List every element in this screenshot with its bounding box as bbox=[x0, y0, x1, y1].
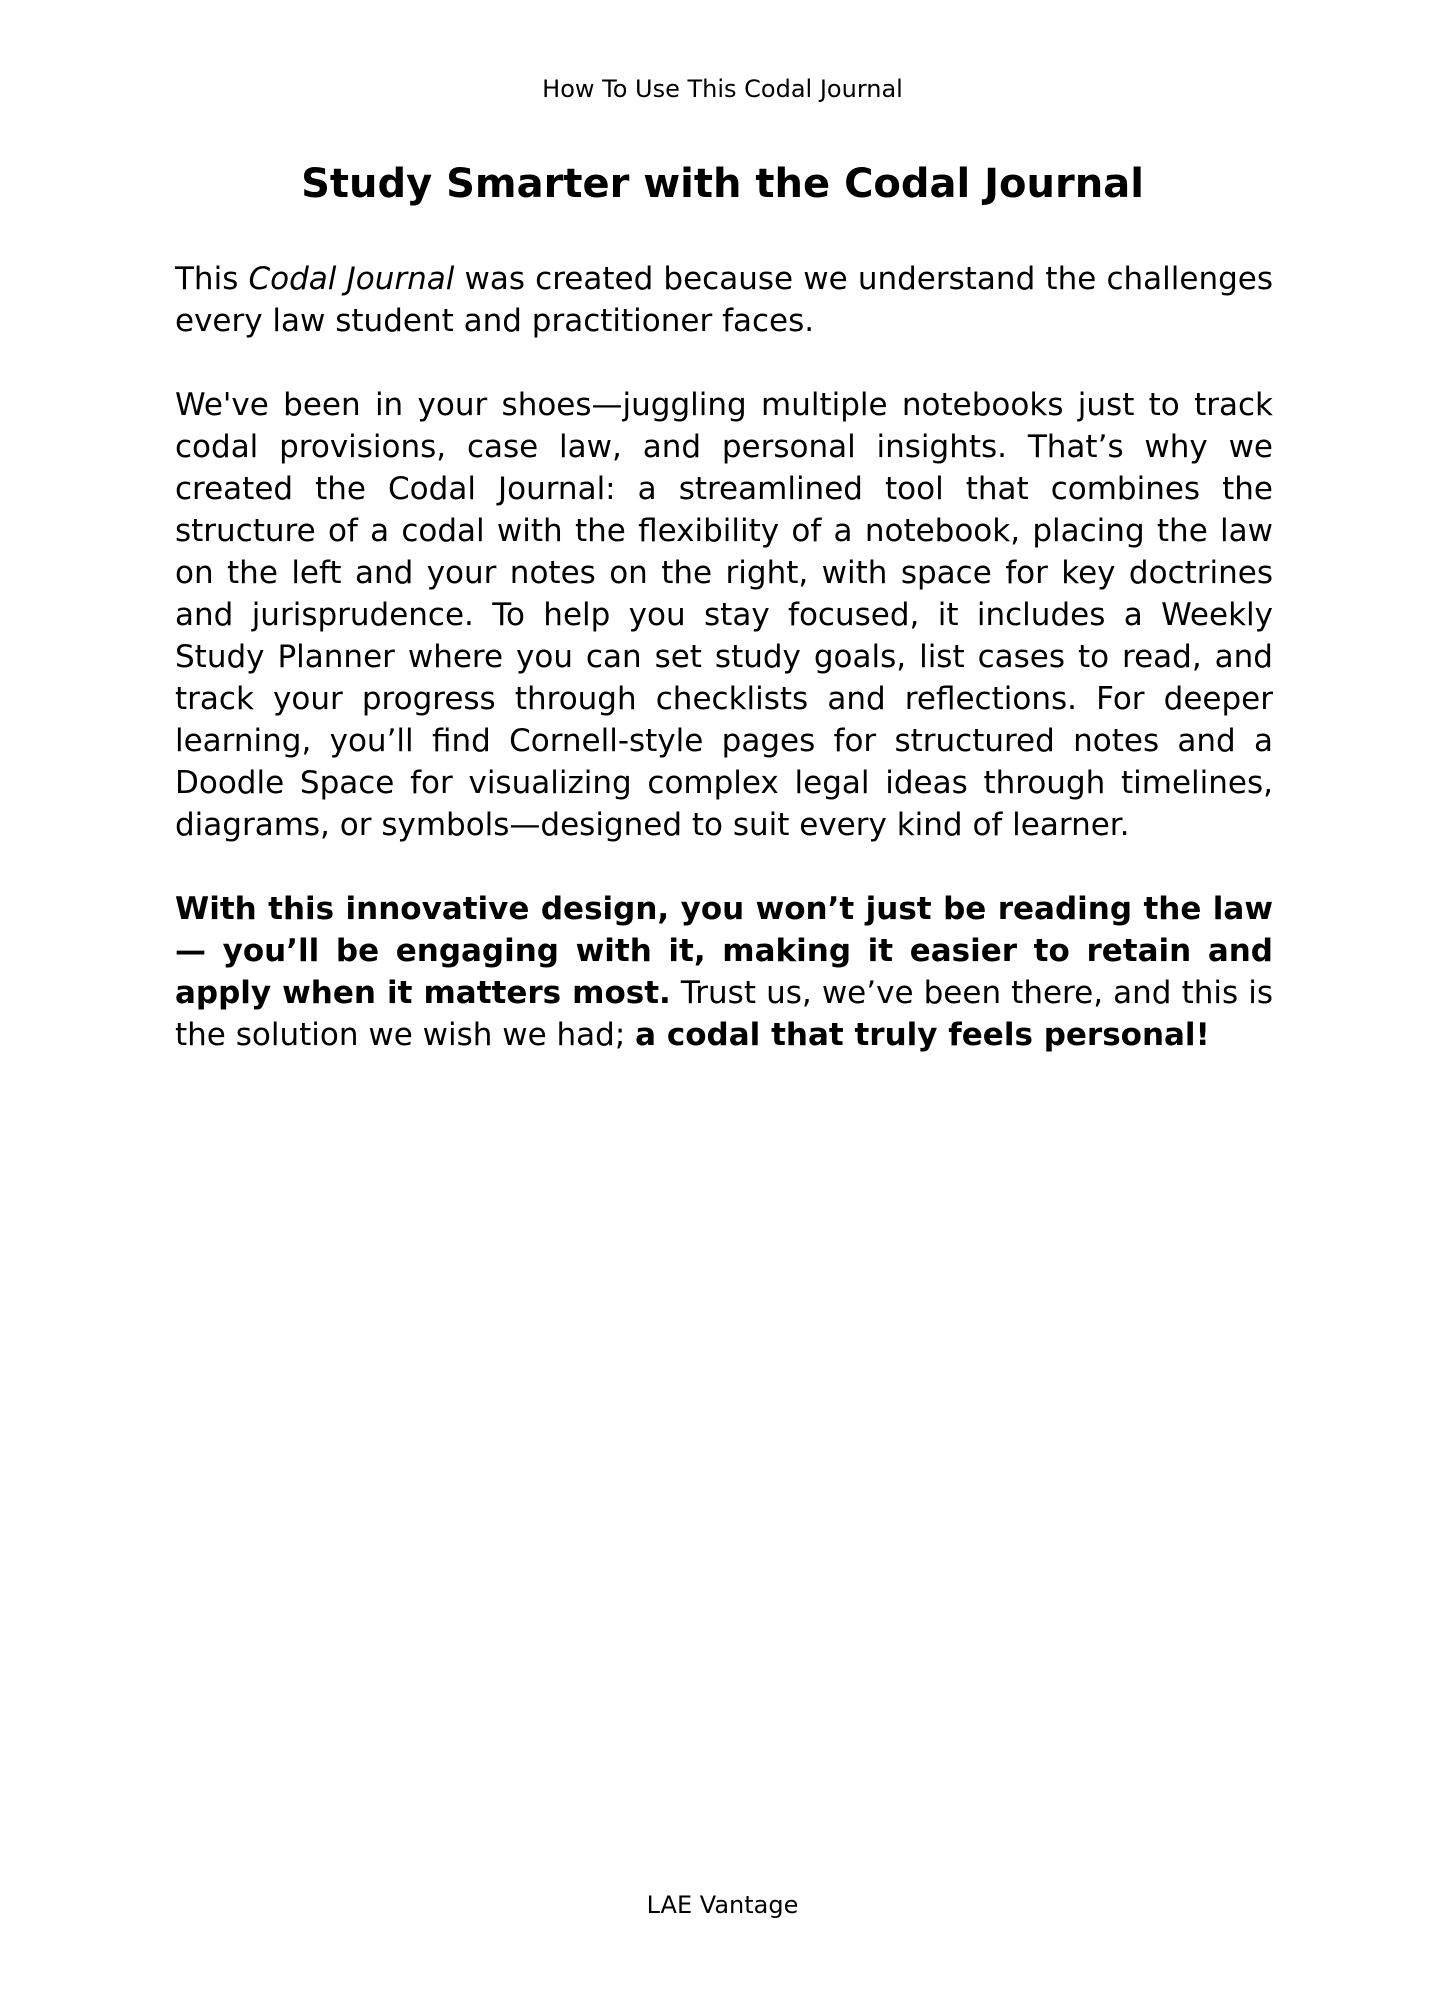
running-header: How To Use This Codal Journal bbox=[542, 75, 903, 103]
closing-bold-tail: a codal that truly feels personal! bbox=[635, 1017, 1210, 1053]
intro-paragraph bbox=[175, 258, 1273, 342]
closing-bold-lead: With this innovative design, you won’t just be reading the law — you’ll be engaging with it, making it easier to retain and apply when it matters most. bbox=[175, 891, 1273, 1011]
intro-text-start: This bbox=[175, 261, 249, 297]
closing-paragraph bbox=[175, 888, 1273, 1056]
intro-text-end: was created because we understand the challenges every law student and practitioner faces. bbox=[175, 261, 1273, 339]
body-text bbox=[175, 258, 1273, 1098]
features-paragraph: We've been in your shoes—juggling multiple notebooks just to track codal provisions, case law, and personal insights. That’s why we created the Codal Journal: a streamlined tool that combines the structure of a codal with the flexibility of a notebook, placing the law on the left and your notes on the right, with space for key doctrines and jurisprudence. To help you stay focused, it includes a Weekly Study Planner where you can set study goals, list cases to read, and track your progress through checklists and reflections. For deeper learning, you’ll find Cornell-style pages for structured notes and a Doodle Space for visualizing complex legal ideas through timelines, diagrams, or symbols—designed to suit every kind of learner. bbox=[175, 387, 1273, 843]
page-title: Study Smarter with the Codal Journal bbox=[301, 161, 1144, 207]
journal-name-italic: Codal Journal bbox=[248, 261, 455, 297]
closing-middle-text: Trust us, we’ve been there, and this is the solution we wish we had; bbox=[175, 975, 1273, 1053]
running-footer: LAE Vantage bbox=[646, 1891, 799, 1919]
